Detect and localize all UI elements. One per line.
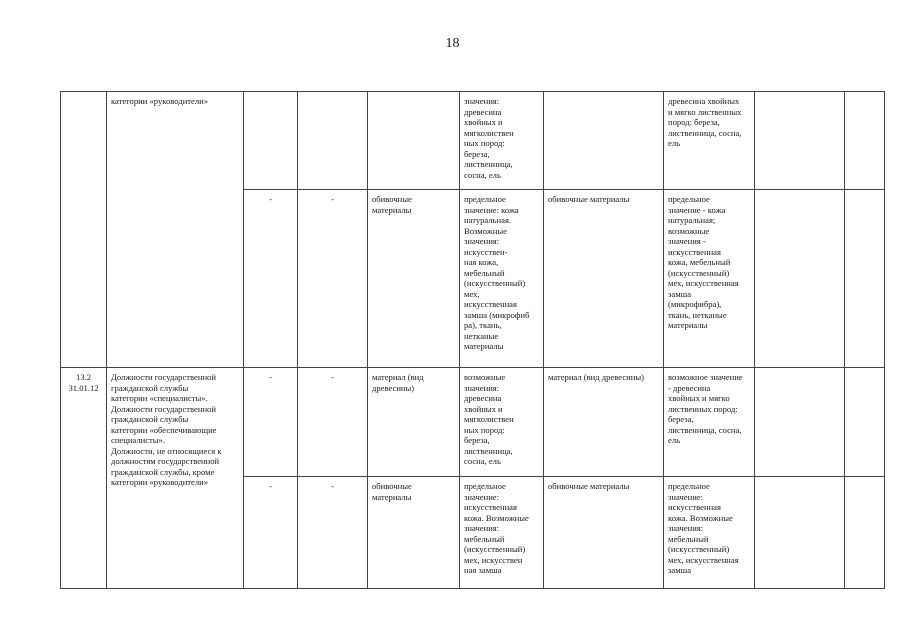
unit-code-cell [244,92,298,190]
characteristic-value-approved-cell: древесина хвойных и мягко лиственных пород: береза, лиственница, сосна, ель [664,92,755,190]
characteristic-name-cell: обивочные материалы [368,477,460,589]
unit-name-cell: - [298,190,368,368]
characteristic-name-approved-cell: обивочные материалы [544,477,664,589]
characteristic-value-approved-cell: возможное значение - древесина хвойных и мягко лиственных пород: береза, лиственница, сосна, ель [664,368,755,477]
unit-code-cell: - [244,190,298,368]
unit-name-cell [298,92,368,190]
characteristic-name-approved-cell: обивочные материалы [544,190,664,368]
empty-cell [755,368,845,477]
characteristic-value-cell: предельное значение: искусственная кожа. Возможные значения: мебельный (искусственный) мех, искусствен ная замша [460,477,544,589]
unit-name-cell: - [298,477,368,589]
unit-code-cell: - [244,477,298,589]
table-row [61,368,885,477]
empty-cell [755,92,845,190]
characteristic-value-approved-cell: предельное значение: искусственная кожа. Возможные значения: мебельный (искусственный) мех, искусственная замша [664,477,755,589]
characteristic-name-cell: материал (вид древесины) [368,368,460,477]
row-number-cell: 13.2 31.01.12 [61,368,107,589]
unit-name-cell: - [298,368,368,477]
characteristic-value-approved-cell: предельное значение - кожа натуральная; возможные значения - искусственная кожа, мебельный (искусственный) мех, искусственная замша (микрофибра), ткань, нетканые материалы [664,190,755,368]
characteristic-name-approved-cell [544,92,664,190]
empty-cell [845,368,885,477]
row-number-cell [61,92,107,368]
empty-cell [755,190,845,368]
characteristic-name-cell [368,92,460,190]
characteristic-value-cell: предельное значение: кожа натуральная. Возможные значения: искусствен- ная кожа, мебельный (искусственный) мех, искусственная замша (микрофиб ра), ткань, нетканые материалы [460,190,544,368]
characteristic-name-approved-cell: материал (вид древесины) [544,368,664,477]
page-number: 18 [445,36,460,51]
characteristic-name-cell: обивочные материалы [368,190,460,368]
characteristic-value-cell: возможные значения: древесина хвойных и мягколиствен ных пород: береза, лиственница, сосна, ель [460,368,544,477]
characteristic-value-cell: значения: древесина хвойных и мягколиствен ных пород: береза, лиственница, сосна, ель [460,92,544,190]
empty-cell [845,190,885,368]
empty-cell [845,477,885,589]
position-category-cell: Должности государственной гражданской службы категории «специалисты». Должности государственной гражданской службы категории «обеспечивающие специалисты». Должности, не относящиеся к должностям государственной гражданской службы, кроме категории «руководители» [107,368,244,589]
position-category-cell: категории «руководители» [107,92,244,368]
table-row [61,92,885,190]
empty-cell [755,477,845,589]
empty-cell [845,92,885,190]
unit-code-cell: - [244,368,298,477]
specification-table [60,91,885,589]
